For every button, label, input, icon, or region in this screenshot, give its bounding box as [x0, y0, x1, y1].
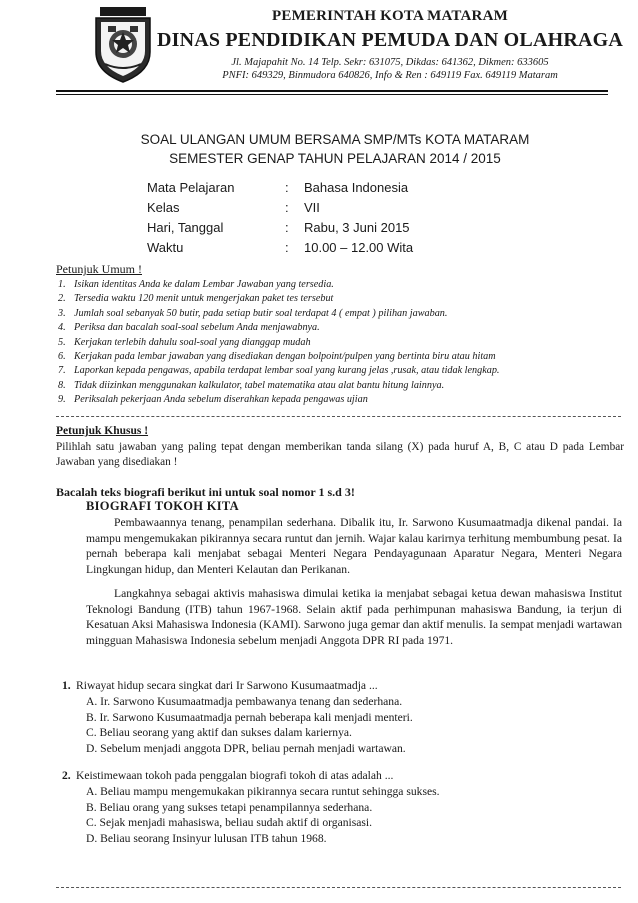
answer-option-b: B. Beliau orang yang sukses tetapi penampilannya sederhana.: [86, 800, 373, 814]
item-text: Laporkan kepada pengawas, apabila terdapat lembar soal yang kurang jelas ,rusak, atau tidak lengkap.: [74, 365, 500, 377]
list-item: [56, 350, 626, 364]
item-number: 7.: [58, 365, 66, 377]
exam-title: [100, 130, 570, 168]
item-number: 4.: [58, 322, 66, 334]
info-row-time: [147, 240, 477, 260]
answer-options: [86, 694, 413, 756]
answer-option-b: B. Ir. Sarwono Kusumaatmadja pernah beberapa kali menjadi menteri.: [86, 710, 413, 724]
item-text: Tersedia waktu 120 menit untuk mengerjakan paket tes tersebut: [74, 293, 334, 305]
info-colon: :: [285, 180, 289, 195]
list-item: [56, 292, 626, 306]
item-text: Isikan identitas Anda ke dalam Lembar Jawaban yang tersedia.: [74, 279, 334, 290]
special-instructions-heading: Petunjuk Khusus !: [56, 425, 149, 437]
item-number: 6.: [58, 351, 66, 363]
exam-title-line-1: SOAL ULANGAN UMUM BERSAMA SMP/MTs KOTA MATARAM: [140, 132, 530, 147]
item-text: Jumlah soal sebanyak 50 butir, pada setiap butir soal terdapat 4 ( empat ) pilihan jawaban.: [74, 307, 448, 319]
info-colon: :: [285, 240, 289, 255]
biography-paragraph-1: Pembawaannya tenang, penampilan sederhana. Dibalik itu, Ir. Sarwono Kusumaatmadja dikenal pandai. Ia mampu mengemukakan pikirannya secara runtut dan jernih. Wajar kalau karirnya terhitung membumbung pesat. Ia pernah beberapa kali menjabat sebagai Menteri Negara Pendayagunaan Aparatur Negara, Menteri Negara Lingkungan hidup, dan Menteri Kelautan dan Perikanan.: [86, 516, 622, 576]
address-line-2: PNFI: 649329, Binmudora 640826, Info & Ren : 649119 Fax. 649119 Mataram: [222, 70, 558, 81]
info-label: Waktu: [147, 240, 184, 255]
answer-option-a: A. Ir. Sarwono Kusumaatmadja pembawanya tenang dan sederhana.: [86, 695, 403, 708]
list-item: [56, 379, 626, 393]
item-text: Kerjakan pada lembar jawaban yang disediakan dengan bolpoint/pulpen yang bertinta biru atau hitam: [74, 351, 496, 363]
list-item: [56, 364, 626, 378]
info-colon: :: [285, 200, 289, 215]
answer-option-d: D. Sebelum menjadi anggota DPR, beliau pernah menjadi wartawan.: [86, 741, 406, 755]
answer-options: [86, 784, 440, 846]
item-number: 5.: [58, 336, 66, 348]
reading-instruction: Bacalah teks biografi berikut ini untuk soal nomor 1 s.d 3!: [56, 485, 355, 499]
section-divider: [56, 416, 621, 417]
info-label: Hari, Tanggal: [147, 220, 224, 235]
question-number: 2.: [62, 769, 71, 782]
question-number: 1.: [62, 679, 71, 692]
answer-option-d: D. Beliau seorang Insinyur lulusan ITB tahun 1968.: [86, 831, 327, 845]
item-text: Periksa dan bacalah soal-soal sebelum Anda menjawabnya.: [74, 322, 320, 334]
letterhead: [150, 6, 630, 81]
office-name: DINAS PENDIDIKAN PEMUDA DAN OLAHRAGA: [156, 29, 624, 51]
info-row-date: [147, 220, 477, 240]
general-instructions-list: [56, 278, 626, 408]
exam-title-line-2: SEMESTER GENAP TAHUN PELAJARAN 2014 / 2015: [169, 151, 501, 166]
address-line-1: Jl. Majapahit No. 14 Telp. Sekr: 631075, Dikdas: 641362, Dikmen: 633605: [231, 57, 549, 68]
crest-logo-icon: [90, 6, 156, 84]
list-item: [56, 336, 626, 350]
info-value: 10.00 – 12.00 Wita: [304, 240, 414, 255]
item-text: Kerjakan terlebih dahulu soal-soal yang dianggap mudah: [74, 336, 311, 348]
info-row-class: [147, 200, 477, 220]
letterhead-rule-thin: [56, 94, 608, 95]
list-item: [56, 278, 626, 292]
item-number: 9.: [58, 394, 66, 406]
list-item: [56, 321, 626, 335]
item-text: Tidak diizinkan menggunakan kalkulator, tabel matematika atau alat bantu hitung lainnya.: [74, 379, 445, 391]
special-instructions-text: Pilihlah satu jawaban yang paling tepat dengan memberikan tanda silang (X) pada huruf A, B, C atau D pada Lembar Jawaban yang disediakan !: [56, 441, 624, 468]
info-value: VII: [304, 200, 320, 215]
biography-paragraph-2: Langkahnya sebagai aktivis mahasiswa dimulai ketika ia menjabat sebagai ketua dewan mahasiswa Institut Teknologi Bandung (ITB) tahun 1967-1968. Selain aktif pada perhimpunan mahasiswa Bandung, ia terjun di Kesatuan Aksi Mahasiswa Indonesia (KAMI). Sarwono juga gemar dan aktif menulis. Ia sempat menjadi wartawan mingguan Mahasiswa Indonesia sebelum menjadi Anggota DPR RI pada 1971.: [86, 587, 622, 647]
answer-option-c: C. Beliau seorang yang aktif dan sukses dalam kariernya.: [86, 726, 352, 740]
exam-info-table: [147, 180, 477, 260]
answer-option-a: A. Beliau mampu mengemukakan pikirannya secara runtut sehingga sukses.: [86, 785, 440, 798]
info-label: Mata Pelajaran: [147, 180, 235, 195]
item-number: 1.: [58, 279, 66, 290]
letterhead-rule-thick: [56, 90, 608, 92]
item-number: 8.: [58, 379, 66, 391]
general-instructions-heading: Petunjuk Umum !: [56, 262, 142, 276]
info-value: Rabu, 3 Juni 2015: [304, 220, 410, 235]
government-name: PEMERINTAH KOTA MATARAM: [272, 8, 508, 24]
info-colon: :: [285, 220, 289, 235]
list-item: [56, 307, 626, 321]
item-number: 2.: [58, 293, 66, 305]
question-text: Keistimewaan tokoh pada penggalan biografi tokoh di atas adalah ...: [76, 769, 394, 782]
item-text: Periksalah pekerjaan Anda sebelum diserahkan kepada pengawas ujian: [74, 394, 368, 406]
biography-title: BIOGRAFI TOKOH KITA: [86, 499, 239, 513]
page-bottom-divider: [56, 887, 621, 888]
info-value: Bahasa Indonesia: [304, 180, 409, 195]
list-item: [56, 393, 626, 407]
info-label: Kelas: [147, 200, 180, 215]
question-text: Riwayat hidup secara singkat dari Ir Sarwono Kusumaatmadja ...: [76, 679, 378, 692]
info-row-subject: [147, 180, 477, 200]
answer-option-c: C. Sejak menjadi mahasiswa, beliau sudah aktif di organisasi.: [86, 816, 373, 830]
item-number: 3.: [58, 307, 66, 319]
